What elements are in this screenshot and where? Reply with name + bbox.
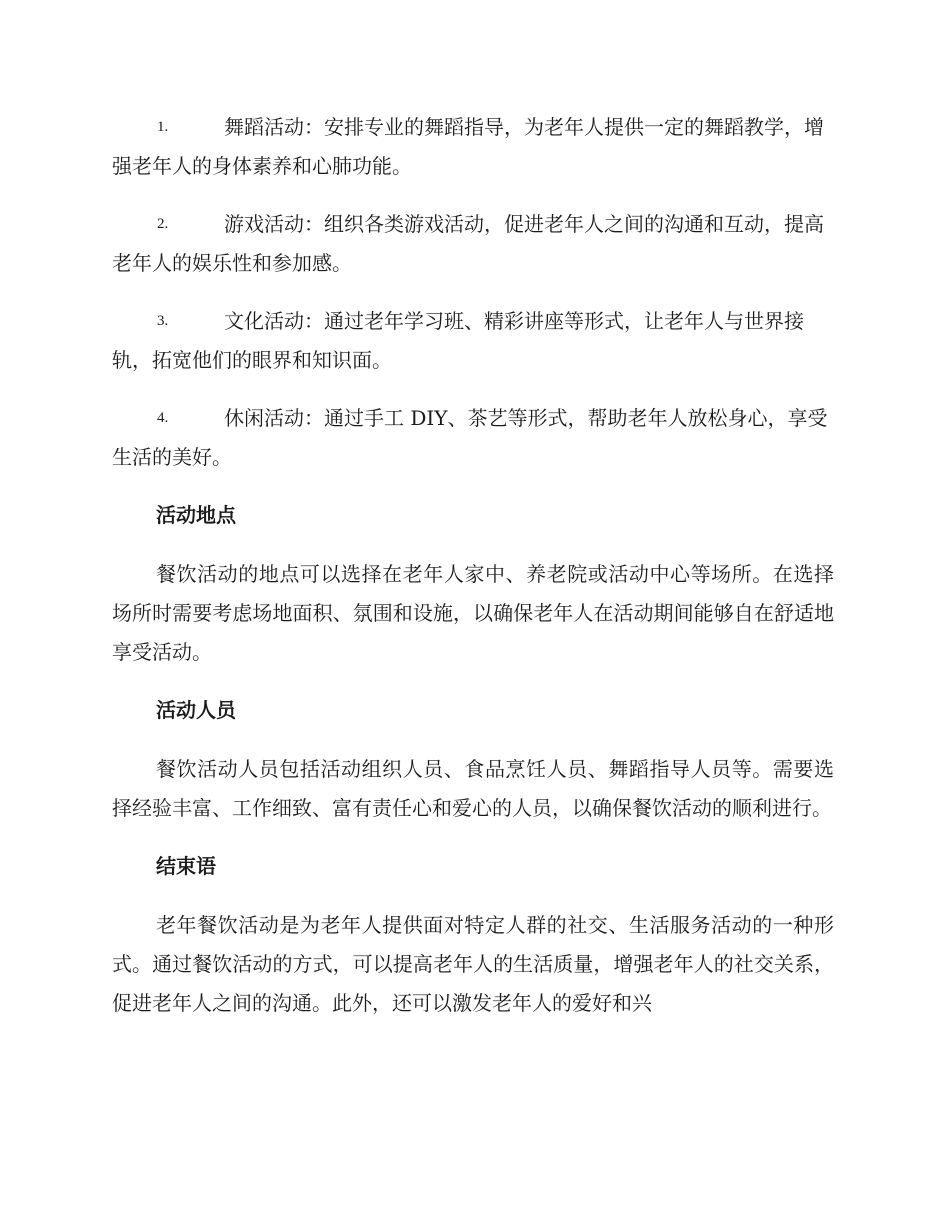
list-item-dance bbox=[112, 108, 834, 186]
list-item-games bbox=[112, 205, 834, 283]
document-body bbox=[112, 108, 834, 1042]
list-number: 4. bbox=[157, 410, 169, 426]
list-item-text: 休闲活动：通过手工 DIY、茶艺等形式，帮助老年人放松身心，享受生活的美好。 bbox=[112, 406, 828, 469]
list-number: 1. bbox=[157, 119, 169, 135]
list-item-leisure bbox=[112, 399, 834, 477]
list-item-text: 舞蹈活动：安排专业的舞蹈指导，为老年人提供一定的舞蹈教学，增强老年人的身体素养和心肺功能。 bbox=[112, 115, 824, 178]
section-paragraph-conclusion: 老年餐饮活动是为老年人提供面对特定人群的社交、生活服务活动的一种形式。通过餐饮活动的方式，可以提高老年人的生活质量，增强老年人的社交关系，促进老年人之间的沟通。此外，还可以激发老年人的爱好和兴 bbox=[112, 913, 834, 1015]
list-item-culture bbox=[112, 302, 834, 380]
list-item-text: 文化活动：通过老年学习班、精彩讲座等形式，让老年人与世界接轨，拓宽他们的眼界和知识面。 bbox=[112, 309, 804, 372]
section-heading-staff: 活动人员 bbox=[156, 698, 236, 722]
list-item-text: 游戏活动：组织各类游戏活动，促进老年人之间的沟通和互动，提高老年人的娱乐性和参加感。 bbox=[112, 212, 824, 275]
list-number: 2. bbox=[157, 216, 169, 232]
section-heading-conclusion: 结束语 bbox=[156, 854, 216, 878]
list-number: 3. bbox=[157, 313, 169, 329]
section-paragraph-location: 餐饮活动的地点可以选择在老年人家中、养老院或活动中心等场所。在选择场所时需要考虑场地面积、氛围和设施，以确保老年人在活动期间能够自在舒适地享受活动。 bbox=[112, 562, 834, 664]
section-paragraph-staff: 餐饮活动人员包括活动组织人员、食品烹饪人员、舞蹈指导人员等。需要选择经验丰富、工作细致、富有责任心和爱心的人员，以确保餐饮活动的顺利进行。 bbox=[112, 757, 834, 820]
section-heading-location: 活动地点 bbox=[156, 503, 236, 527]
